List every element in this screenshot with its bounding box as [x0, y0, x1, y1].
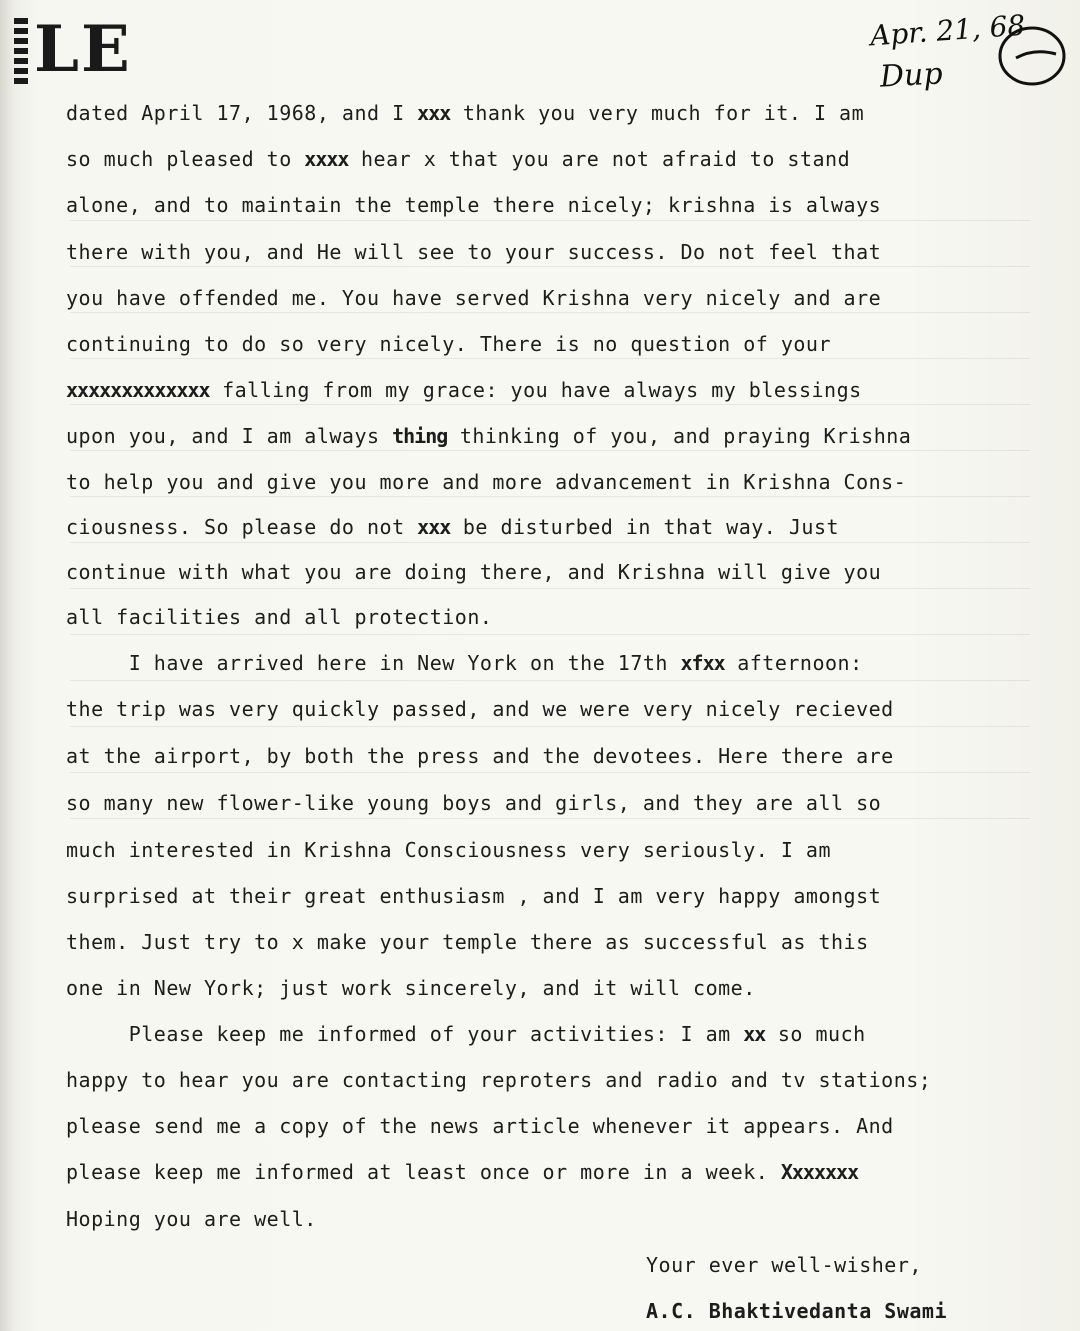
letter-line: so many new flower-like young boys and girls, and they are all so: [66, 791, 882, 815]
letter-line: them. Just try to x make your temple there as successful as this: [66, 930, 869, 954]
page-edge: [0, 0, 14, 1331]
closing-line: Your ever well-wisher,: [646, 1253, 922, 1277]
letter-line: please send me a copy of the news article whenever it appears. And: [66, 1114, 894, 1138]
letter-line: you have offended me. You have served Krishna very nicely and are: [66, 286, 882, 310]
handwritten-circle-mark: [994, 18, 1072, 90]
letter-line: ciousness. So please do not xxx be disturbed in that way. Just: [66, 515, 840, 539]
letter-line: at the airport, by both the press and the devotees. Here there are: [66, 744, 894, 768]
letter-line: one in New York; just work sincerely, and it will come.: [66, 976, 756, 1000]
letterhead-fragment: [14, 12, 132, 88]
letter-line: surprised at their great enthusiasm , and I am very happy amongst: [66, 884, 882, 908]
letter-line: please keep me informed at least once or more in a week. Xxxxxxx: [66, 1160, 859, 1184]
letterhead-text: LE: [34, 12, 132, 87]
letter-line: continue with what you are doing there, and Krishna will give you: [66, 560, 882, 584]
letter-line: upon you, and I am always thing thinking of you, and praying Krishna: [66, 424, 912, 448]
letter-line: I have arrived here in New York on the 17th xfxx afternoon:: [66, 651, 863, 675]
letter-line: Please keep me informed of your activities: I am xx so much: [66, 1022, 866, 1046]
letter-line: so much pleased to xxxx hear x that you are not afraid to stand: [66, 147, 851, 171]
handwritten-date: Apr. 21, 68: [869, 8, 1027, 53]
letterhead-stub: [14, 18, 28, 88]
letter-line: xxxxxxxxxxxxx falling from my grace: you have always my blessings: [66, 378, 862, 402]
letter-line: continuing to do so very nicely. There is no question of your: [66, 332, 832, 356]
letter-line: alone, and to maintain the temple there nicely; krishna is always: [66, 193, 882, 217]
signature-name: A.C. Bhaktivedanta Swami: [646, 1299, 947, 1323]
letter-line: Hoping you are well.: [66, 1207, 317, 1231]
letter-line: there with you, and He will see to your success. Do not feel that: [66, 240, 882, 264]
letter-line: the trip was very quickly passed, and we were very nicely recieved: [66, 697, 894, 721]
circle-inner-stroke: [1016, 52, 1056, 58]
letter-line: much interested in Krishna Consciousness very seriously. I am: [66, 838, 832, 862]
letter-line: dated April 17, 1968, and I xxx thank you very much for it. I am: [66, 101, 865, 125]
handwritten-dup-note: Dup: [879, 56, 944, 95]
letter-line: to help you and give you more and more advancement in Krishna Cons-: [66, 470, 907, 494]
circle-stroke: [1000, 28, 1064, 84]
letter-line: all facilities and all protection.: [66, 605, 493, 629]
letter-line: happy to hear you are contacting reproters and radio and tv stations;: [66, 1068, 932, 1092]
